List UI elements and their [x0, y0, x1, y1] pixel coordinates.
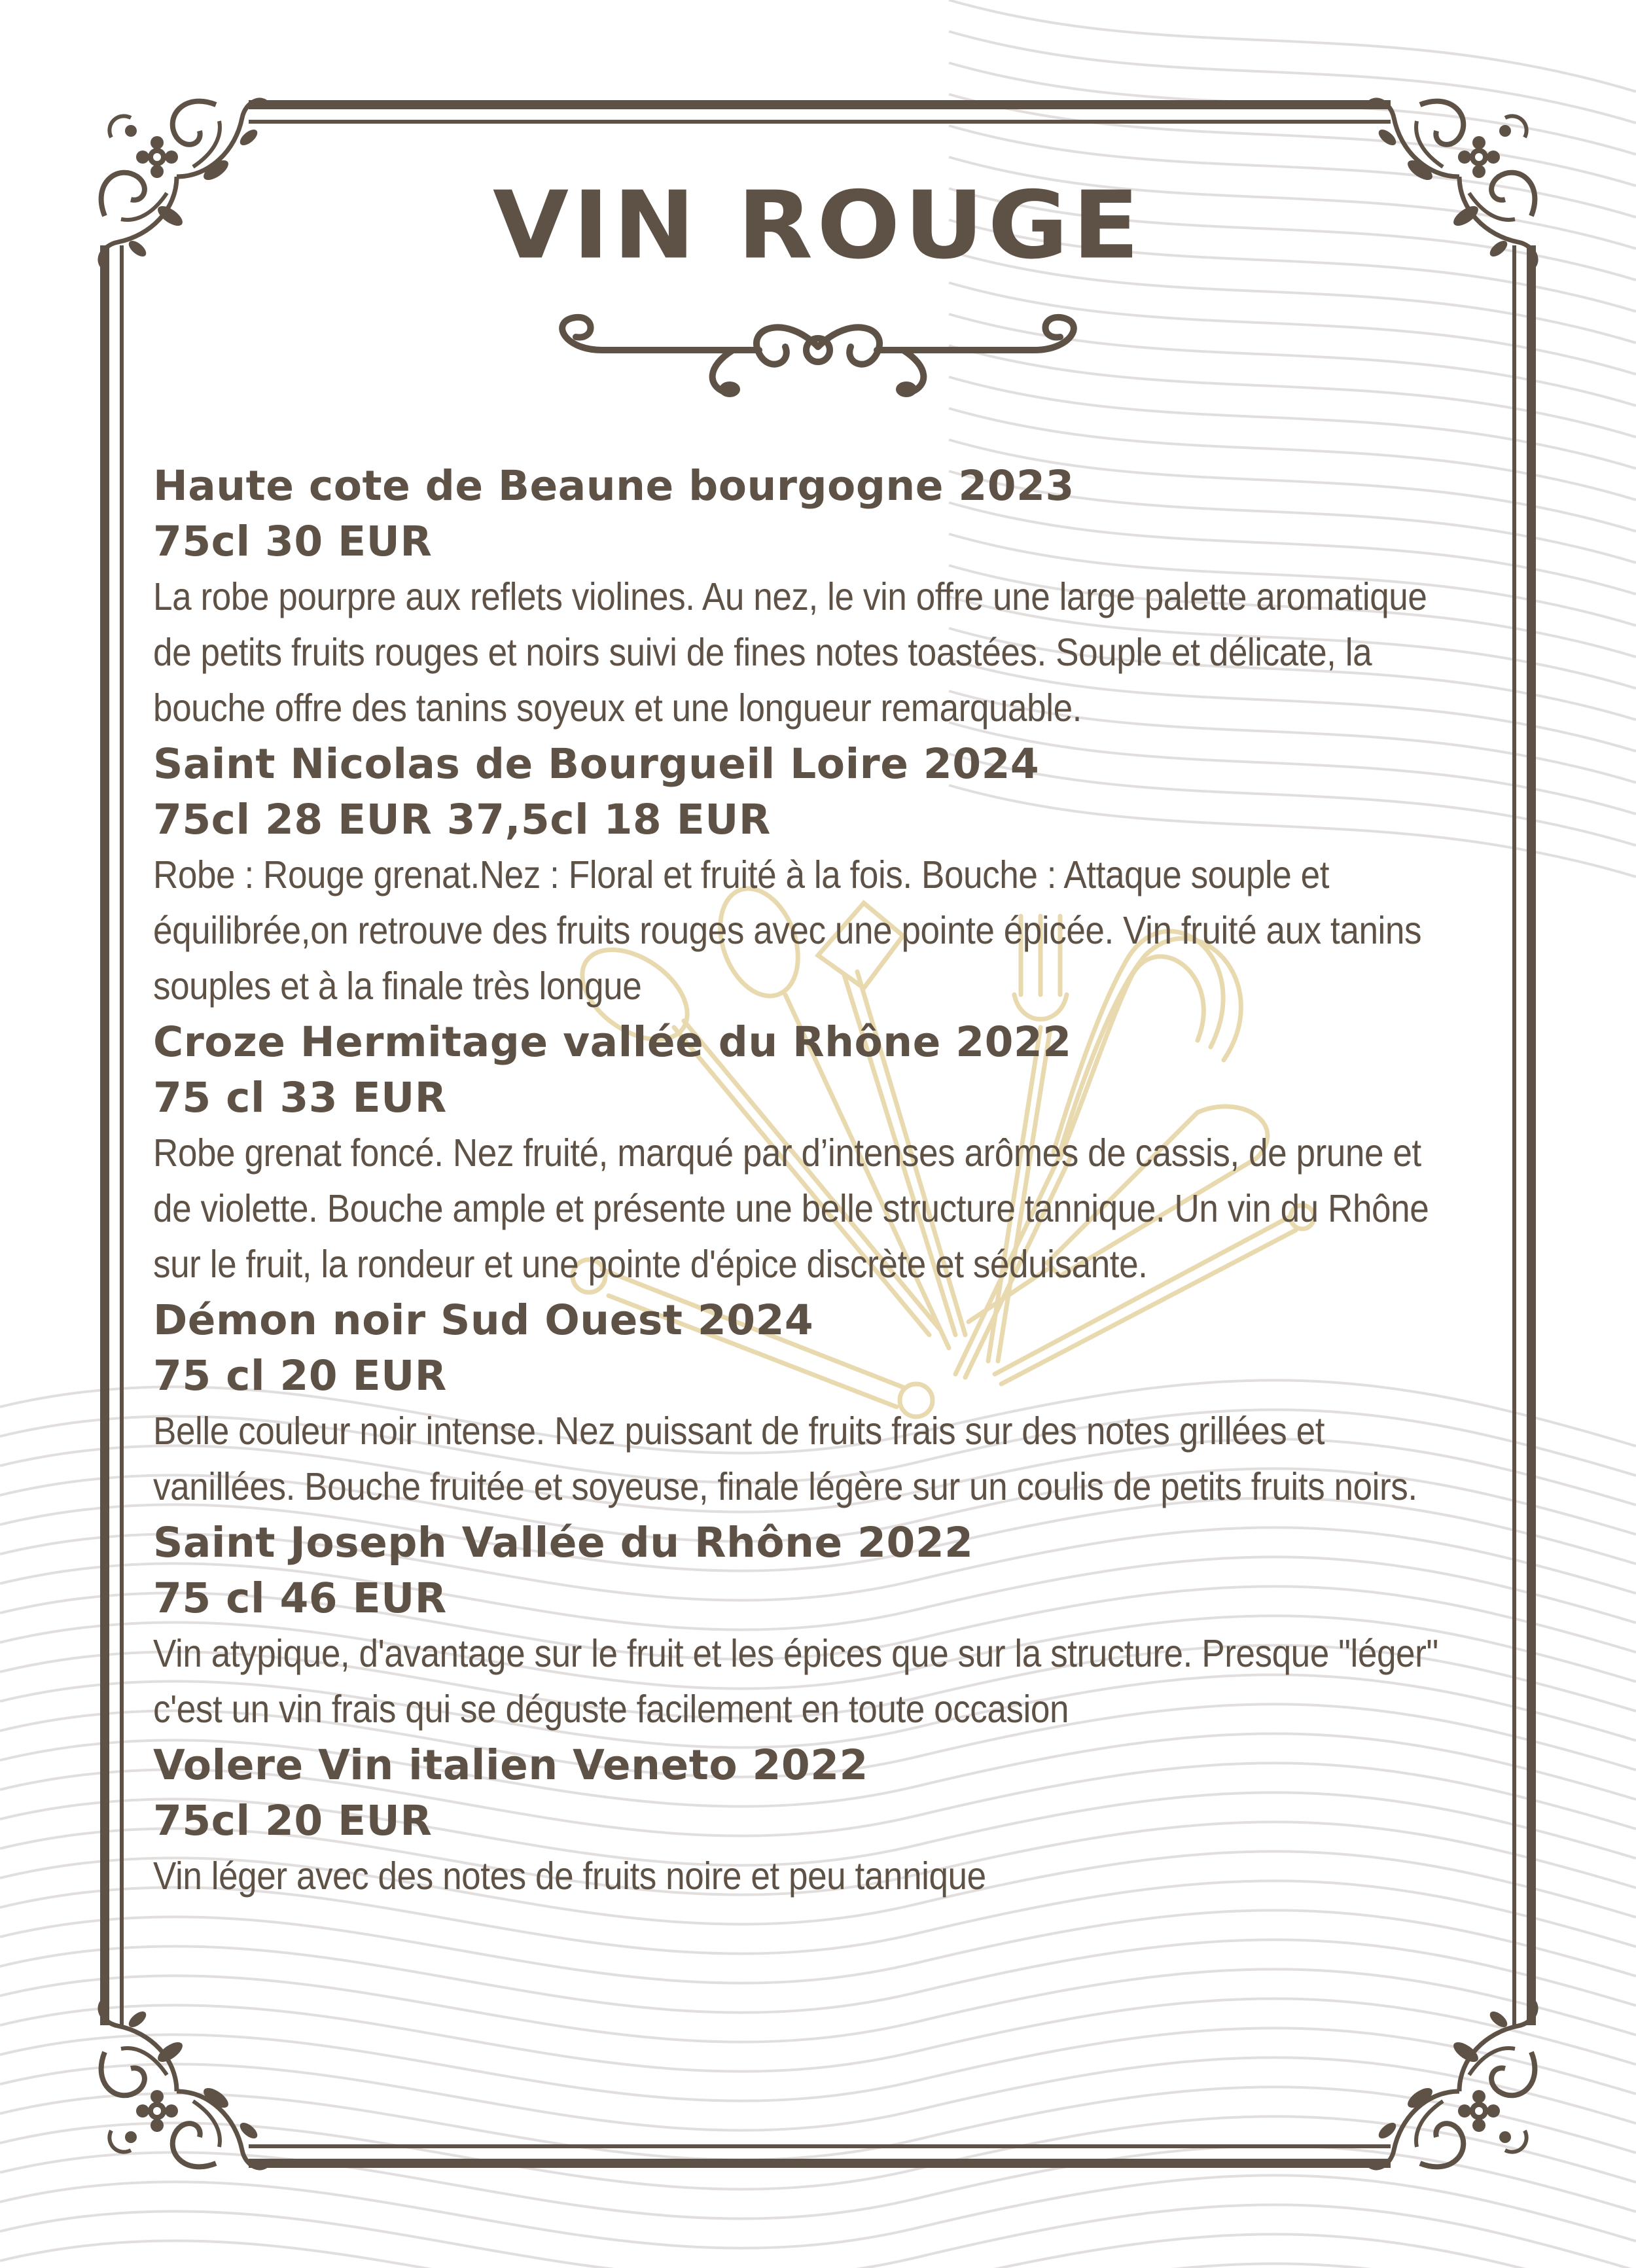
corner-ornament-bottom-left-icon	[100, 2000, 268, 2168]
wine-list	[153, 458, 1482, 1904]
wine-item	[153, 736, 1482, 1014]
wine-item	[153, 1292, 1482, 1515]
corner-ornament-bottom-right-icon	[1368, 2000, 1536, 2168]
wine-price: 75 cl 46 EUR	[153, 1574, 447, 1622]
title-flourish-ornament-icon	[537, 301, 1099, 399]
wine-description: Belle couleur noir intense. Nez puissant de fruits frais sur des notes grillées et vanillées. Bouche fruitée et soyeuse, finale légère sur un coulis de petits fruits noirs.	[153, 1409, 1417, 1508]
wine-item	[153, 458, 1482, 736]
wine-item	[153, 1515, 1482, 1737]
wine-price: 75 cl 33 EUR	[153, 1074, 447, 1122]
wine-price: 75cl 20 EUR	[153, 1797, 433, 1845]
page-title: VIN ROUGE	[492, 171, 1144, 280]
wine-description: Robe grenat foncé. Nez fruité, marqué par d’intenses arômes de cassis, de prune et de violette. Bouche ample et présente une belle structure tannique. Un vin du Rhône sur le fruit, la rondeur et une pointe d'épice discrète et séduisante.	[153, 1131, 1429, 1286]
wine-description: Vin atypique, d'avantage sur le fruit et les épices que sur la structure. Presque "léger" c'est un vin frais qui se déguste facilement en toute occasion	[153, 1632, 1438, 1731]
wine-name: Saint Nicolas de Bourgueil Loire 2024	[153, 740, 1040, 788]
wine-name: Volere Vin italien Veneto 2022	[153, 1741, 868, 1789]
wine-description: Robe : Rouge grenat.Nez : Floral et fruité à la fois. Bouche : Attaque souple et équilibrée,on retrouve des fruits rouges avec une pointe épicée. Vin fruité aux tanins souples et à la finale très longue	[153, 853, 1422, 1008]
wine-price: 75cl 28 EUR 37,5cl 18 EUR	[153, 796, 771, 843]
wine-price: 75cl 30 EUR	[153, 518, 433, 565]
wine-description: La robe pourpre aux reflets violines. Au nez, le vin offre une large palette aromatique de petits fruits rouges et noirs suivi de fines notes toastées. Souple et délicate, la bouche offre des tanins soyeux et une longueur remarquable.	[153, 575, 1427, 730]
wine-item	[153, 1014, 1482, 1292]
wine-name: Croze Hermitage vallée du Rhône 2022	[153, 1018, 1072, 1066]
wine-name: Saint Joseph Vallée du Rhône 2022	[153, 1519, 974, 1567]
wine-description: Vin léger avec des notes de fruits noire et peu tannique	[153, 1854, 986, 1898]
wine-price: 75 cl 20 EUR	[153, 1352, 447, 1400]
wine-name: Démon noir Sud Ouest 2024	[153, 1296, 814, 1344]
wine-name: Haute cote de Beaune bourgogne 2023	[153, 462, 1075, 510]
wine-item	[153, 1737, 1482, 1904]
